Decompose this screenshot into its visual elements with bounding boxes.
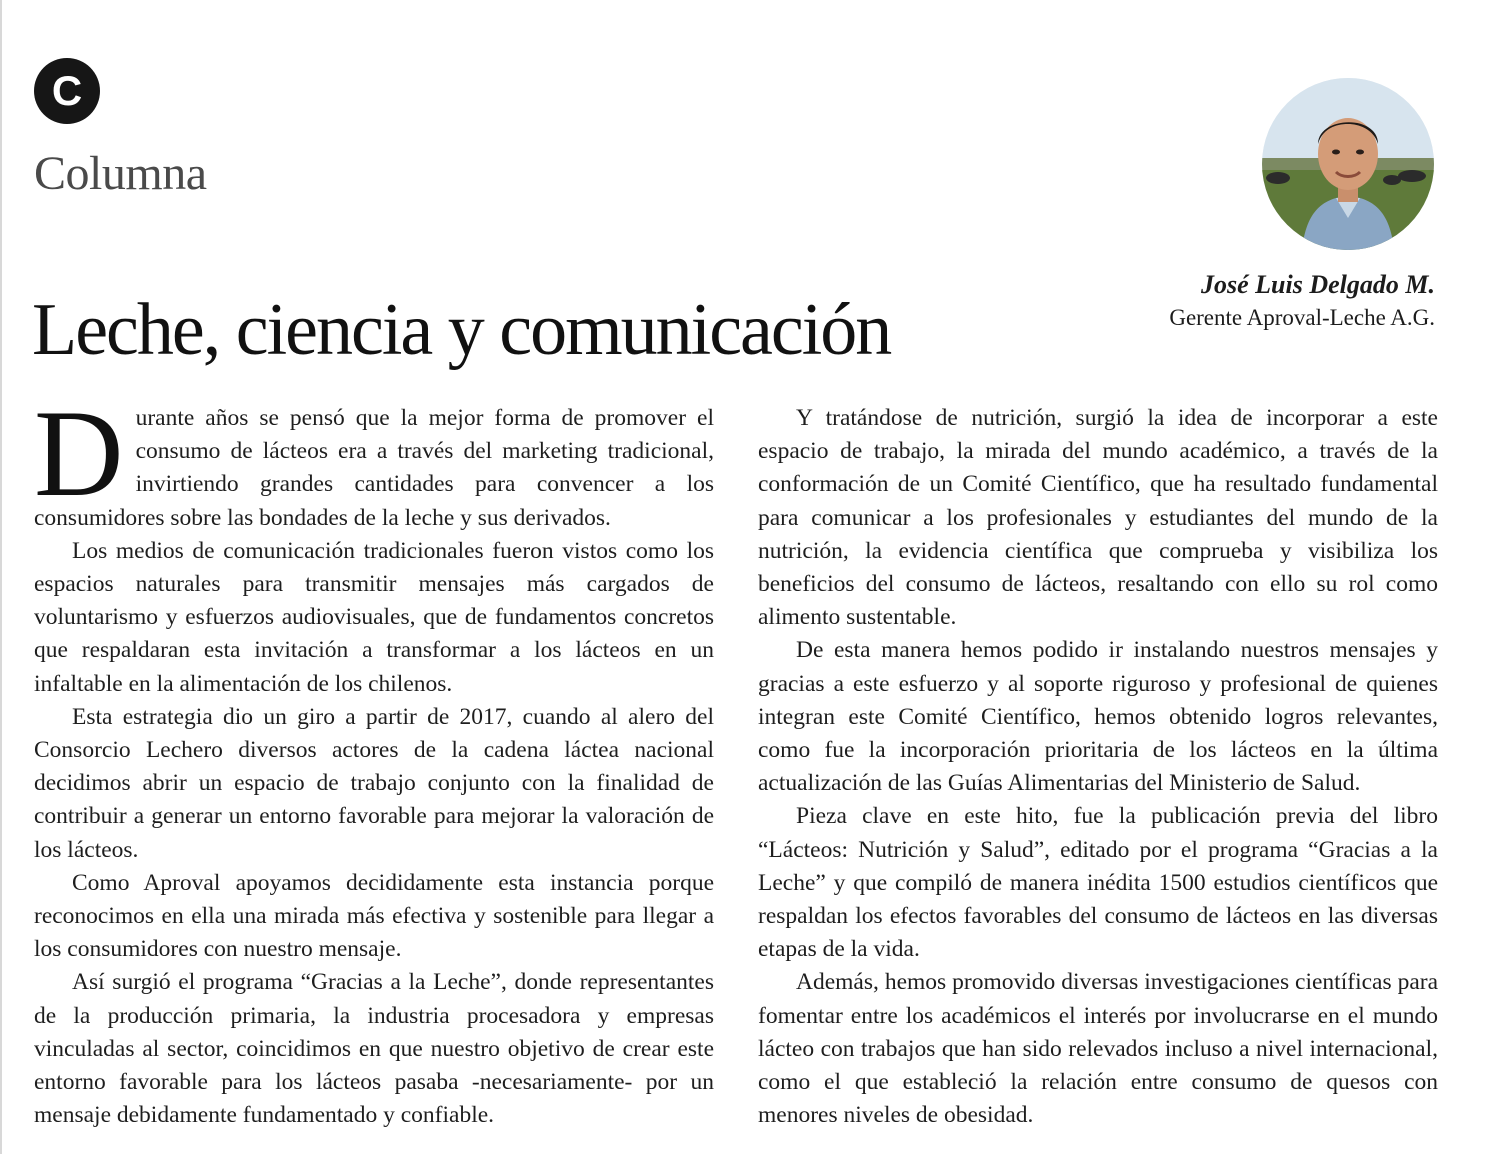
- section-badge: [34, 58, 100, 124]
- paragraph-text: urante años se pensó que la mejor forma de promover el consumo de lácteos era a través del marketing tradicional, invirtiendo grandes cantidades para convencer a los consumidores sobre las bondades de la leche y sus derivados.: [34, 405, 714, 531]
- article-paragraph: Así surgió el programa “Gracias a la Leche”, donde representantes de la producción primaria, la industria procesadora y empresas vinculadas al sector, coincidimos en que nuestro objetivo de crear este entorno favorable para los lácteos pasaba -necesariamente- por un mensaje debidamente fundamentado y confiable.: [34, 969, 714, 1129]
- article-column-right: [758, 402, 1438, 1142]
- article-headline: Leche, ciencia y comunicación: [32, 289, 891, 371]
- article-paragraph: Esta estrategia dio un giro a partir de 2017, cuando al alero del Consorcio Lechero diversos actores de la cadena láctea nacional decidimos abrir un espacio de trabajo conjunto con la finalidad de contribuir a generar un entorno favorable para mejorar la valoración de los lácteos.: [34, 703, 714, 863]
- article-paragraph: [34, 385, 714, 535]
- author-photo: [1262, 78, 1434, 250]
- article-column-left: [34, 385, 714, 1142]
- article-paragraph: Además, hemos promovido diversas investigaciones científicas para fomentar entre los académicos el interés por involucrarse en el mundo lácteo con trabajos que han sido relevados incluso a nivel internacional, como el que estableció la relación entre consumo de quesos con menores niveles de obesidad.: [758, 969, 1438, 1129]
- section-badge-letter: C: [51, 67, 83, 114]
- drop-cap: D: [34, 385, 124, 522]
- article-paragraph: Los medios de comunicación tradicionales fueron vistos como los espacios naturales para transmitir mensajes más cargados de voluntarismo y esfuerzos audiovisuales, que de fundamentos concretos que respaldaran esta invitación a transformar a los lácteos en un infaltable en la alimentación de los chilenos.: [34, 537, 714, 697]
- author-name: José Luis Delgado M.: [1201, 270, 1435, 299]
- article-body: [34, 385, 1438, 1142]
- article-paragraph: Pieza clave en este hito, fue la publicación previa del libro “Lácteos: Nutrición y Salud”, editado por el programa “Gracias a la Leche” y que compiló de manera inédita 1500 estudios científicos que respaldan los efectos favorables del consumo de lácteos en las diversas etapas de la vida.: [758, 803, 1438, 963]
- article-paragraph: De esta manera hemos podido ir instalando nuestros mensajes y gracias a este esfuerzo y al soporte riguroso y profesional de quienes integran este Comité Científico, hemos obtenido logros relevantes, como fue la incorporación prioritaria de los lácteos en la última actualización de las Guías Alimentarias del Ministerio de Salud.: [758, 637, 1438, 797]
- article-paragraph: Como Aproval apoyamos decididamente esta instancia porque reconocimos en ella una mirada más efectiva y sostenible para llegar a los consumidores con nuestro mensaje.: [34, 869, 714, 963]
- page-edge-rule: [0, 0, 2, 1154]
- author-portrait-illustration: [1262, 78, 1434, 250]
- section-label: Columna: [34, 147, 207, 200]
- article-paragraph: Y tratándose de nutrición, surgió la idea de incorporar a este espacio de trabajo, la mirada del mundo académico, a través de la conformación de un Comité Científico, que ha resultado fundamental para comunicar a los profesionales y estudiantes del mundo de la nutrición, la evidencia científica que comprueba y visibiliza los beneficios del consumo de lácteos, resaltando con ello su rol como alimento sustentable.: [758, 405, 1438, 631]
- author-role: Gerente Aproval-Leche A.G.: [1169, 305, 1435, 330]
